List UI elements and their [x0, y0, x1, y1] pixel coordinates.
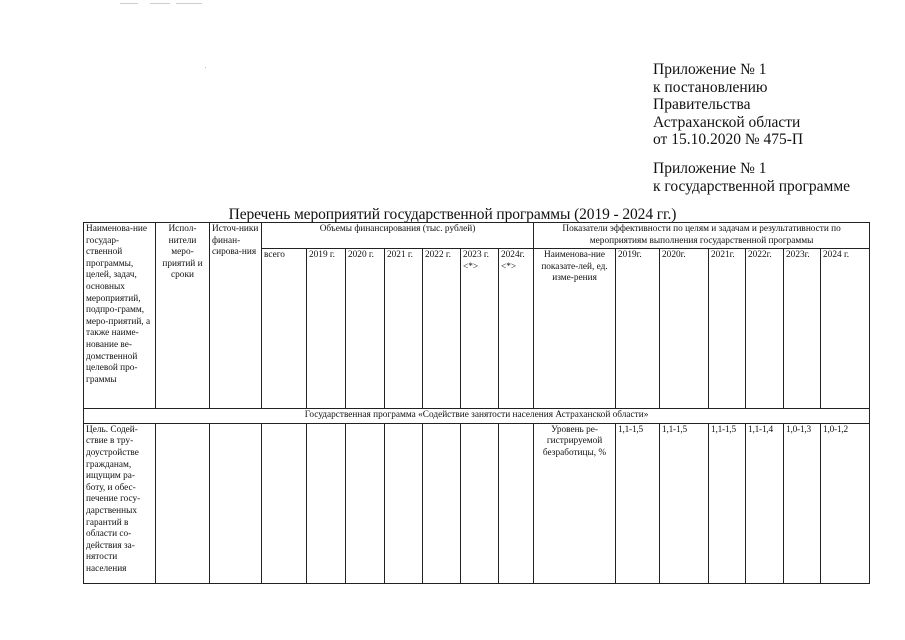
- approval-block-resolution: [653, 61, 803, 149]
- header-indicators-group: Показатели эффективности по целям и задачам и результативности по мероприятиям выполнения государственной программы: [534, 223, 870, 249]
- header-indicator-year: 2022г.: [746, 249, 784, 409]
- indicator-value-cell: 1,1-1,5: [709, 423, 746, 583]
- approval-line: к постановлению: [653, 78, 768, 96]
- indicator-value-cell: 1,0-1,2: [821, 423, 870, 583]
- approval-line: Правительства: [653, 96, 751, 113]
- approval-line: к государственной программе: [653, 177, 851, 195]
- header-financing-total: всего: [262, 249, 307, 409]
- header-financing-year: 2022 г.: [423, 249, 461, 409]
- document-title: Перечень мероприятий государственной программы (2019 - 2024 гг.): [228, 206, 677, 223]
- indicator-value-cell: 1,0-1,3: [784, 423, 821, 583]
- header-program-name: Наименова-ние государ-ственной программы, целей, задач, основных мероприятий, подпро-грамм, меро-приятий, а также наиме-нование ве-домственной целевой про-граммы: [84, 223, 156, 409]
- scan-artifact: [176, 3, 202, 4]
- header-financing-year: 2020 г.: [346, 249, 385, 409]
- header-indicator-year: 2024 г.: [821, 249, 870, 409]
- header-indicator-year: 2019г.: [616, 249, 660, 409]
- empty-cell: [346, 423, 385, 583]
- header-indicator-name: Наименова-ние показате-лей, ед. изме-рения: [534, 249, 616, 409]
- section-row: [84, 409, 870, 424]
- section-title: Государственная программа «Содействие занятости населения Астраханской области»: [84, 409, 870, 424]
- empty-cell: [461, 423, 499, 583]
- empty-cell: [499, 423, 534, 583]
- approval-block-program: [653, 160, 850, 195]
- scan-artifact: [150, 3, 170, 4]
- empty-cell: [262, 423, 307, 583]
- indicator-value-cell: 1,1-1,4: [746, 423, 784, 583]
- indicator-name-cell: Уровень ре-гистрируемой безработицы, %: [534, 423, 616, 583]
- scan-speck: [205, 67, 206, 68]
- indicator-value-cell: 1,1-1,5: [616, 423, 660, 583]
- indicator-value-cell: 1,1-1,5: [660, 423, 709, 583]
- measures-table: [83, 222, 870, 584]
- table-row: [84, 423, 870, 583]
- header-financing-year: 2024г. <*>: [499, 249, 534, 409]
- empty-cell: [423, 423, 461, 583]
- empty-cell: [156, 423, 210, 583]
- goal-name-cell: Цель. Содей-ствие в тру-доустройстве гражданам, ищущим ра-боту, и обес-печение госу-дарственных гарантий в области со-действия за-нятости населения: [84, 423, 156, 583]
- header-financing-group: Объемы финансирования (тыс. рублей): [262, 223, 534, 249]
- header-executors: Испол-нители меро-приятий и сроки: [156, 223, 210, 409]
- header-indicator-year: 2020г.: [660, 249, 709, 409]
- header-indicator-year: 2021г.: [709, 249, 746, 409]
- header-financing-year: 2021 г.: [385, 249, 423, 409]
- approval-line: Приложение № 1: [653, 160, 767, 177]
- header-sources: Источ-ники финан-сирова-ния: [210, 223, 262, 409]
- scan-artifact: [120, 3, 138, 4]
- header-financing-year: 2023 г. <*>: [461, 249, 499, 409]
- header-financing-year: 2019 г.: [307, 249, 346, 409]
- empty-cell: [307, 423, 346, 583]
- approval-line: Приложение № 1: [653, 61, 767, 78]
- approval-line: от 15.10.2020 № 475-П: [653, 131, 804, 148]
- table-header-row: [84, 223, 870, 249]
- approval-line: Астраханской области: [653, 113, 801, 131]
- header-indicator-year: 2023г.: [784, 249, 821, 409]
- empty-cell: [210, 423, 262, 583]
- empty-cell: [385, 423, 423, 583]
